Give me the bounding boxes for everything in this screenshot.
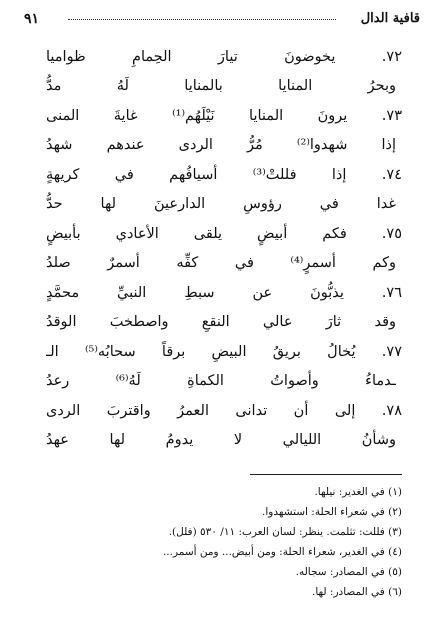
- verse-76-second-hemistich: وقد ثارَ عالي النقعِ واصطخبَ الوقدُ: [46, 314, 396, 330]
- verse-72-second-hemistich: وبحرُ المنايا بالمنايا لَهُ مدُّ: [46, 78, 396, 94]
- verse-77-second-hemistich: ـدماءُ وأصواتُ الكماةِ لَهُ⁽⁶⁾ رعدُ: [46, 373, 396, 389]
- page-number: ٩١: [24, 11, 40, 27]
- running-title: قافية الدال: [360, 11, 420, 26]
- verse-75-second-hemistich: وكم أسمرٍ⁽⁴⁾ في كفِّه أسمرٌ صلدُ: [46, 255, 396, 271]
- verse-74-second-hemistich: غدا في رؤوسِ الدارعينَ لها حدُّ: [46, 196, 396, 212]
- verse-72-first-hemistich: ٧٢. يخوضونَ تيارَ الحِمامِ ظواميا: [46, 49, 402, 65]
- verse-76-first-hemistich: ٧٦. يذبُّونَ عن سبطِ النبيِّ محمَّدٍ: [46, 285, 402, 301]
- footnote-3: (٣) فللت: تثلمت. ينظر: لسان العرب: ١١/ ٥٣٠ (فلل).: [168, 526, 402, 538]
- verse-73-first-hemistich: ٧٣. يرونَ المنايا نَيْلَهُم⁽¹⁾ غايةَ المنى: [46, 108, 402, 124]
- footnote-1: (١) في الغدير: نيلها.: [314, 486, 402, 498]
- footnote-6: (٦) في المصادر: لها.: [312, 586, 402, 598]
- footnote-2: (٢) في شعراء الحلة: استشهدوا.: [262, 506, 402, 518]
- verse-73-second-hemistich: إذا شهدوا⁽²⁾ مُرُّ الردى عندهم شهدُ: [46, 137, 396, 153]
- verse-74-first-hemistich: ٧٤. إذا فللتْ⁽³⁾ أسيافُهم في كريهةٍ: [46, 167, 402, 183]
- header-dot-leader: [68, 19, 336, 20]
- verse-75-first-hemistich: ٧٥. فكم أبيضٍ يلقى الأعادي بأبيضٍ: [46, 226, 402, 242]
- footnote-separator: [250, 474, 402, 475]
- page-header: [24, 11, 420, 31]
- footnote-5: (٥) في المصادر: سجاله.: [295, 566, 402, 578]
- verse-78-second-hemistich: وشأنُ الليالي لا يدومُ لها عهدُ: [46, 432, 396, 448]
- verse-78-first-hemistich: ٧٨. إلى أن تدانى العمرُ واقتربَ الردى: [46, 403, 402, 419]
- verse-77-first-hemistich: ٧٧. يُخالُ بريقُ البيضِ برقاً سحابُه⁽⁵⁾ الـ: [46, 344, 402, 360]
- footnote-4: (٤) في الغدير، شعراء الحلة: ومن أبيض... ومن أسمر...: [162, 546, 402, 558]
